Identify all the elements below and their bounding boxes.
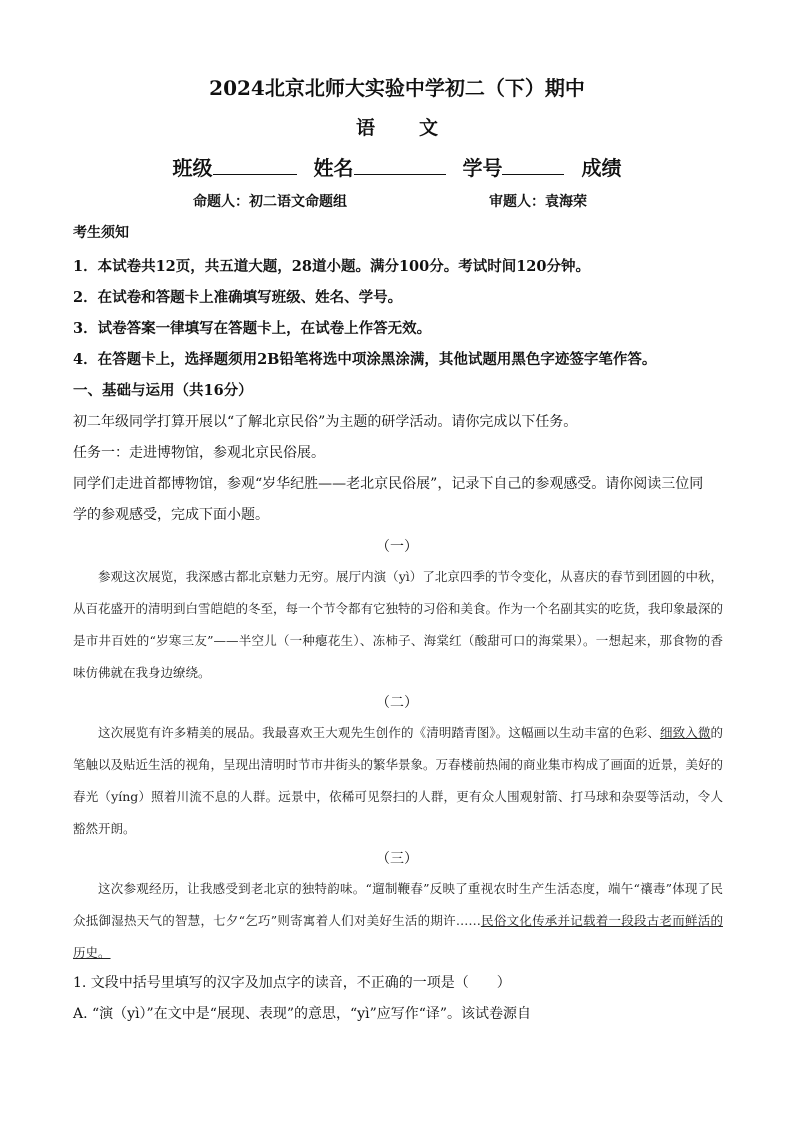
name-blank <box>354 155 446 175</box>
task-description: 同学们走进首都博物馆，参观“岁华纪胜——老北京民俗展”，记录下自己的参观感受。请你阅读三位同 <box>73 476 704 492</box>
notice-item: 1．本试卷共12页，共五道大题，28道小题。满分100分。考试时间120分钟。 <box>73 258 590 275</box>
exam-title: 2024北京北师大实验中学初二（下）期中 <box>209 76 585 100</box>
passage-two-text <box>73 717 723 845</box>
question-option-a: A. “演（yì）”在文中是“展现、表现”的意思，“yì”应写作“译”。该试卷源自 <box>73 1006 532 1022</box>
notice-item: 3．试卷答案一律填写在答题卡上，在试卷上作答无效。 <box>73 320 432 337</box>
class-blank <box>213 155 297 175</box>
passage-label: （一） <box>376 539 418 555</box>
underlined-sentence: 民俗文化传承并记载着一段段古老而鲜活的历史。 <box>73 913 723 960</box>
passage-one-text: 参观这次展览，我深感古都北京魅力无穷。展厅内演（yì）了北京四季的节令变化，从喜庆的春节到团圆的中秋，从百花盛开的清明到白雪皑皑的冬至，每一个节令都有它独特的习俗和美食。作为一个名副其实的吃货，我印象最深的是市井百姓的“岁寒三友”——半空儿（一种瘪花生）、冻柿子、海棠红（酸甜可口的海棠果）。一想起来，那食物的香味仿佛就在我身边缭绕。 <box>73 569 724 680</box>
passage-three-part: 这次参观经历，让我感受到老北京的独特韵味。“遛制鞭春”反映了重视农时生产生活态度，端午“禳毒”体现了民众抵御湿热天气的智慧，七夕“乞巧”则寄寓着人们对美好生活的期许…… <box>73 881 723 928</box>
number-blank <box>502 155 564 175</box>
passage-two-part: 这次展览有许多精美的展品。我最喜欢王大观先生创作的《清明踏青图》。这幅画以生动丰富的色彩、 <box>98 725 660 740</box>
author-line: 命题人：初二语文命题组 <box>193 194 347 210</box>
score-label: 成绩 <box>581 156 622 180</box>
task-one: 任务一：走进博物馆，参观北京民俗展。 <box>73 445 325 461</box>
passage-two <box>73 717 723 845</box>
subject-title: 语文 <box>355 117 482 139</box>
passage-label: （二） <box>376 695 418 711</box>
section-heading: 一、基础与运用（共16分） <box>73 382 253 399</box>
task-description-cont: 学的参观感受，完成下面小题。 <box>73 507 269 523</box>
notice-heading: 考生须知 <box>73 225 129 241</box>
student-info-fields <box>0 152 794 181</box>
number-label: 学号 <box>462 156 503 180</box>
name-label: 姓名 <box>313 156 354 180</box>
underlined-phrase: 细致入微 <box>659 725 711 740</box>
passage-two-part: 的笔触以及贴近生活的视角，呈现出清明时节市井街头的繁华景象。万春楼前热闹的商业集市构成了画面的近景，美好的春光（yíng）照着川流不息的人群。远景中，依稀可见祭扫的人群，更有众人围观射箭、打马球和杂耍等活动，令人豁然开朗。 <box>73 725 724 836</box>
section-intro: 初二年级同学打算开展以“了解北京民俗”为主题的研学活动。请你完成以下任务。 <box>73 414 578 430</box>
passage-label: （三） <box>376 851 418 867</box>
notice-item: 2．在试卷和答题卡上准确填写班级、姓名、学号。 <box>73 289 403 306</box>
passage-three <box>73 873 723 969</box>
reviewer-line: 审题人：袁海荣 <box>489 194 587 210</box>
notice-item: 4．在答题卡上，选择题须用2B铅笔将选中项涂黑涂满，其他试题用黑色字迹签字笔作答。 <box>73 351 657 368</box>
passage-three-text <box>73 873 723 969</box>
passage-one <box>73 561 723 689</box>
class-label: 班级 <box>172 156 213 180</box>
question-stem: 1. 文段中括号里填写的汉字及加点字的读音，不正确的一项是（ ） <box>73 975 511 991</box>
